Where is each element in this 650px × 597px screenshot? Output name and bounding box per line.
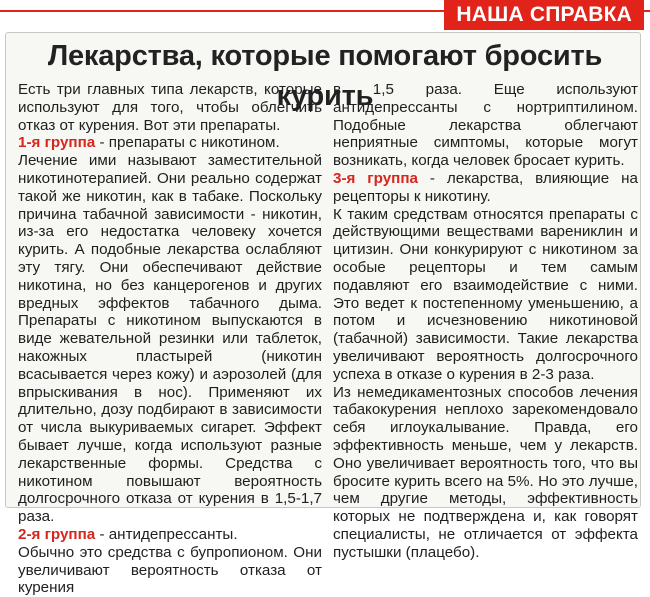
group2-desc: - антидепрессанты. <box>95 525 238 543</box>
group2-continued: в 1,5 раза. Еще используют антидепрессанты с нортриптилином. Подобные лекарства облегчают неприятные симптомы, которые могут возникать, когда человек бросает курить. <box>333 81 638 170</box>
intro-paragraph: Есть три главных типа лекарств, которые используют для того, чтобы облегчить отказ от курения. Вот эти препараты. <box>18 81 322 134</box>
group1-heading <box>18 134 322 152</box>
group1-label: 1-я группа <box>18 134 96 152</box>
left-column <box>18 81 322 597</box>
group2-label: 2-я группа <box>18 525 96 543</box>
section-tag: НАША СПРАВКА <box>444 0 644 30</box>
group3-heading <box>333 170 638 206</box>
right-column <box>333 81 638 562</box>
group3-desc: - лекарства, влияющие на рецепторы к никотину. <box>333 169 638 205</box>
group3-paragraph: К таким средствам относятся препараты с действующими веществами варениклин и цитизин. Они конкурируют с никотином за особые рецепторы и тем самым подавляют его взаимодействие с ними. Это ведет к постепенному уменьшению, а потом и исчезновению никотиновой (табачной) зависимости. Такие лекарства увеличивают вероятность долгосрочного успеха в отказе о курения в 2-3 раза. <box>333 205 638 383</box>
group2-paragraph: Обычно это средства с бупропионом. Они увеличивают вероятность отказа от курения <box>18 543 322 597</box>
closing-paragraph: Из немедикаментозных способов лечения табакокурения неплохо зарекомендовало себя иглоукалывание. Правда, его эффективность меньше, чем у лекарств. Оно увеличивает вероятность того, что вы бросите курить всего на 5%. Но это лучше, чем другие методы, эффективность которых не подтверждена и, как говорят специалисты, не отличается от эффекта пустышки (плацебо). <box>333 383 638 561</box>
group3-label: 3-я группа <box>333 169 418 187</box>
group1-desc: - препараты с никотином. <box>95 134 280 152</box>
article-headline: Лекарства, которые помогают бросить курить <box>47 40 603 112</box>
group2-heading <box>18 526 322 544</box>
group1-paragraph: Лечение ими называют заместительной никотинотерапией. Они реально содержат такой же никотин, как в табаке. Поскольку причина табачной зависимости - никотин, из-за его недостатка человеку хочется курить. А подобные лекарства ослабляют эту тягу. Они обеспечивают действие никотина, но без канцерогенов и других вредных эффектов табачного дыма. Препараты с никотином выпускаются в виде жевательной резинки или таблеток, накожных пластырей (никотин всасывается через кожу) и аэрозолей (для впрыскивания в нос). Применяют их длительно, дозу подбирают в зависимости от числа выкуриваемых сигарет. Эффект бывает лучше, когда используют разные лекарственные формы. Средства с никотином повышают вероятность долгосрочного отказа от курения в 1,5-1,7 раза. <box>18 152 322 526</box>
